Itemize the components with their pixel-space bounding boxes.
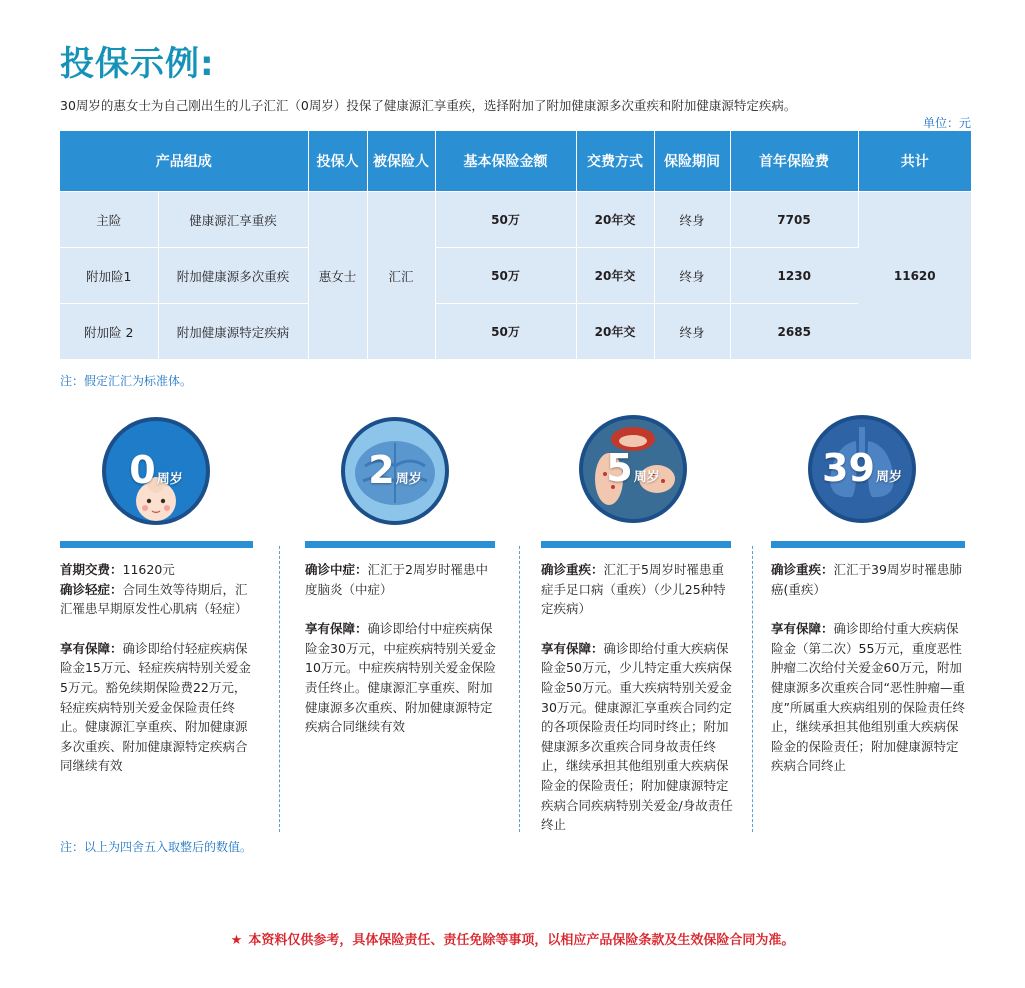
disclaimer [0,929,1025,948]
row-amount: 50万 [435,304,576,360]
row-type: 附加险1 [60,248,158,304]
age-label: 39周岁 [822,446,902,490]
page-title: 投保示例: [60,44,215,84]
note-rounding: 注：以上为四舍五入取整后的数值。 [60,840,253,854]
row-period: 终身 [654,248,730,304]
unit-label: 单位：元 [922,116,971,130]
star-icon: ★ [230,933,243,948]
row-premium: 2685 [730,304,858,360]
stage-bar [541,541,731,548]
table-row [60,304,971,360]
age-label: 5周岁 [606,446,660,490]
disclaimer-text: 本资料仅供参考，具体保险责任、责任免除等事项，以相应产品保险条款及生效保险合同为准。 [248,933,795,948]
stage-text-age-2: 确诊中症：汇汇于2周岁时罹患中度脑炎（中症） 享有保障：确诊即给付中症疾病保险金30万元，中症疾病特别关爱金10万元。中症疾病特别关爱金保险责任终止。健康源汇享重疾、附加健康源多次重疾、附加健康源特定疾病合同继续有效 [305,562,496,735]
header-premium: 首年保险费 [730,131,858,192]
header-policyholder: 投保人 [308,131,367,192]
column-divider [519,546,520,832]
header-insured: 被保险人 [367,131,435,192]
row-type: 附加险 2 [60,304,158,360]
row-period: 终身 [654,192,730,248]
row-premium: 7705 [730,192,858,248]
intro-text: 30周岁的惠女士为自己刚出生的儿子汇汇（0周岁）投保了健康源汇享重疾，选择附加了附加健康源多次重疾和附加健康源特定疾病。 [60,98,797,113]
row-period: 终身 [654,304,730,360]
row-payment: 20年交 [576,304,654,360]
row-amount: 50万 [435,248,576,304]
header-payment: 交费方式 [576,131,654,192]
stage-text-age-0: 首期交费：11620元 确诊轻症：合同生效等待期后，汇汇罹患早期原发性心肌病（轻症） 享有保障：确诊即给付轻症疾病保险金15万元、轻症疾病特别关爱金5万元。豁免续期保险费22万元，轻症疾病特别关爱金保险责任终止。健康源汇享重疾、附加健康源多次重疾、附加健康源特定疾病合同继续有效 [60,562,251,774]
stage-circle-age-39 [808,415,916,523]
premium-table [60,131,971,359]
stage-circle-age-5 [579,415,687,523]
stage-bar [305,541,495,548]
table-row [60,248,971,304]
stage-circle-age-0 [102,417,210,525]
row-product: 附加健康源特定疾病 [158,304,308,360]
column-divider [752,546,753,832]
stage-circle-age-2 [341,417,449,525]
header-product: 产品组成 [60,131,308,192]
row-product: 健康源汇享重疾 [158,192,308,248]
header-period: 保险期间 [654,131,730,192]
row-type: 主险 [60,192,158,248]
stage-text-age-39: 确诊重疾：汇汇于39周岁时罹患肺癌(重疾） 享有保障：确诊即给付重大疾病保险金（第二次）55万元，重度恶性肿瘤二次给付关爱金60万元，附加健康源多次重疾合同“恶性肿瘤—重度”所属重大疾病组别的保险责任终止，继续承担其他组别重大疾病保险金的保险责任；附加健康源特定疾病合同终止 [771,562,965,774]
table-header-row [60,131,971,192]
stage-bar [771,541,965,548]
row-payment: 20年交 [576,192,654,248]
header-total: 共计 [858,131,971,192]
policyholder-cell: 惠女士 [308,192,367,360]
stage-text-age-5: 确诊重疾：汇汇于5周岁时罹患重症手足口病（重疾）（少儿25种特定疾病） 享有保障：确诊即给付重大疾病保险金50万元，少儿特定重大疾病保险金50万元。重大疾病特别关爱金30万元。健康源汇享重疾合同约定的各项保险责任均同时终止；附加健康源多次重疾合同身故责任终止，继续承担其他组别重大疾病保险金的保险责任；附加健康源特定疾病合同疾病特别关爱金/身故责任终止 [541,562,733,833]
insured-cell: 汇汇 [367,192,435,360]
stage-bar [60,541,253,548]
header-amount: 基本保险金额 [435,131,576,192]
age-label: 0周岁 [129,448,183,492]
row-amount: 50万 [435,192,576,248]
row-premium: 1230 [730,248,858,304]
column-divider [279,546,280,832]
row-product: 附加健康源多次重疾 [158,248,308,304]
row-payment: 20年交 [576,248,654,304]
total-cell: 11620 [858,192,971,360]
note-standard-body: 注：假定汇汇为标准体。 [60,374,193,388]
age-label: 2周岁 [368,448,422,492]
table-row [60,192,971,248]
